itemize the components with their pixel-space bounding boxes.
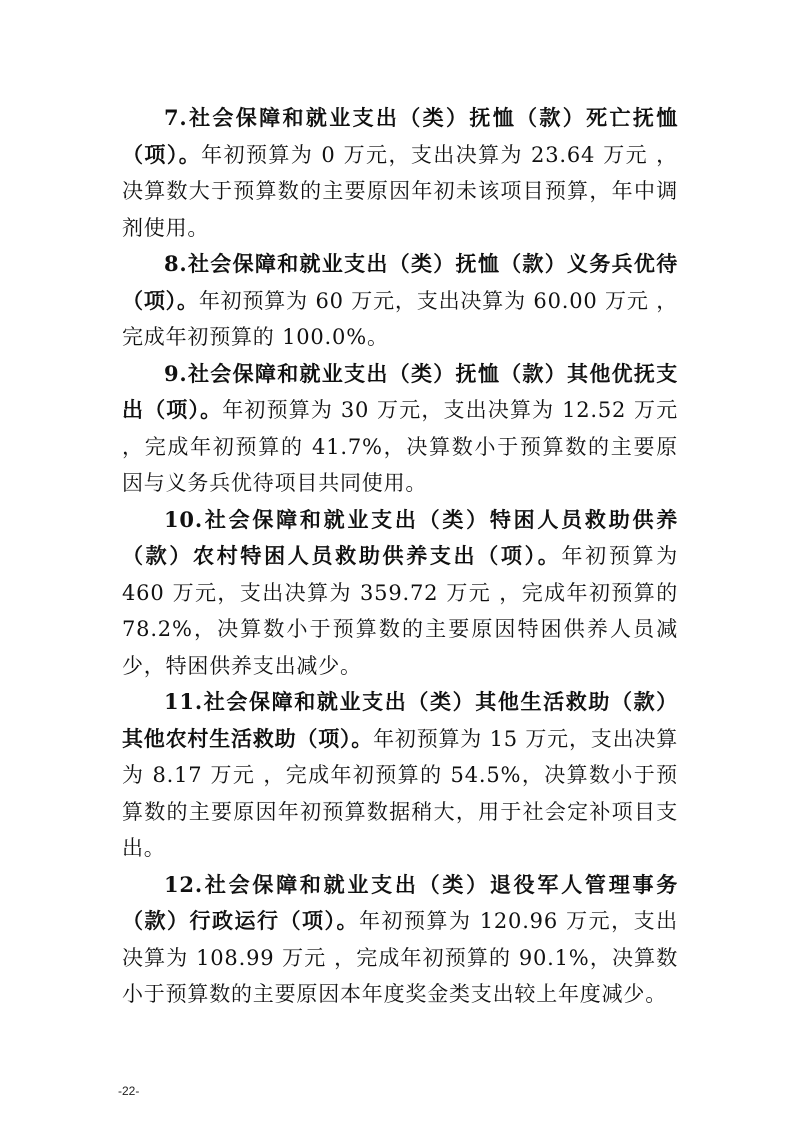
paragraph-body: 年初预算为 60 万元，支出决算为 60.00 万元 ，完成年初预算的 100.0%。	[122, 288, 678, 349]
paragraph-heading: 9.社会保障和就业支出（类）抚恤（款）其他优抚支出（项）。	[122, 360, 678, 422]
paragraph-heading: 11.社会保障和就业支出（类）其他生活救助（款）其他农村生活救助（项）。	[122, 689, 678, 751]
paragraph-item-10	[122, 502, 678, 685]
paragraph-item-7	[122, 100, 678, 246]
paragraph-heading: 12.社会保障和就业支出（类）退役军人管理事务（款）行政运行（项）。	[122, 871, 678, 933]
page-number: -22-	[118, 1084, 140, 1098]
paragraph-item-8	[122, 246, 678, 356]
paragraph-body: 年初预算为 30 万元，支出决算为 12.52 万元 ，完成年初预算的 41.7%，决算数小于预算数的主要原因与义务兵优待项目共同使用。	[122, 398, 679, 495]
paragraph-heading: 8.社会保障和就业支出（类）抚恤（款）义务兵优待（项）。	[122, 251, 678, 313]
paragraph-body: 年初预算为 0 万元，支出决算为 23.64 万元 ，决算数大于预算数的主要原因年初未该项目预算，年中调剂使用。	[122, 142, 678, 240]
paragraph-body: 年初预算为 15 万元，支出决算为 8.17 万元 ，完成年初预算的 54.5%，决算数小于预算数的主要原因年初预算数据稍大，用于社会定补项目支出。	[122, 726, 678, 860]
paragraph-heading: 7.社会保障和就业支出（类）抚恤（款）死亡抚恤（项）。	[122, 105, 678, 167]
paragraph-item-9	[122, 356, 678, 502]
paragraph-body: 年初预算为 120.96 万元，支出决算为 108.99 万元 ，完成年初预算的 90.1%，决算数小于预算数的主要原因本年度奖金类支出较上年度减少。	[122, 909, 678, 1006]
paragraph-item-11	[122, 684, 678, 867]
paragraph-body: 年初预算为 460 万元，支出决算为 359.72 万元 ，完成年初预算的 78.2%，决算数小于预算数的主要原因特困供养人员减少，特困供养支出减少。	[122, 544, 678, 678]
document-body	[122, 100, 678, 1013]
paragraph-item-12	[122, 867, 678, 1013]
paragraph-heading: 10.社会保障和就业支出（类）特困人员救助供养（款）农村特困人员救助供养支出（项）。	[122, 506, 678, 568]
